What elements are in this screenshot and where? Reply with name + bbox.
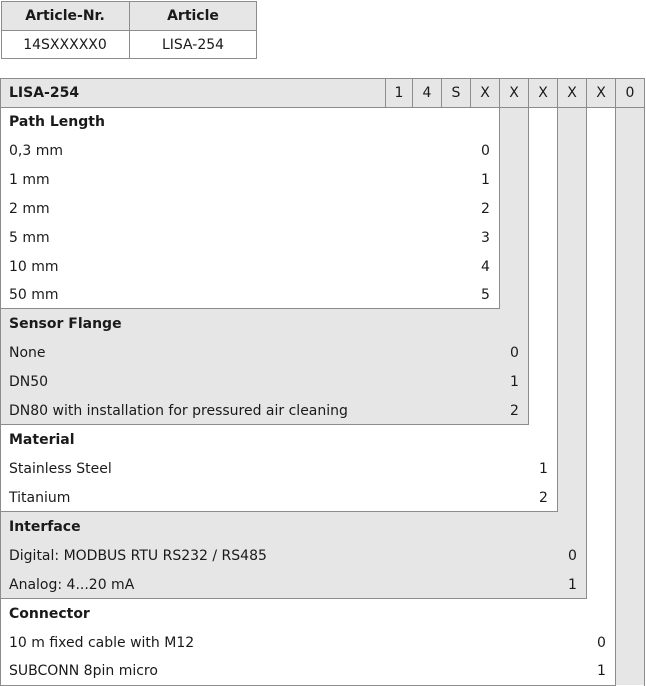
option-code: 2 — [539, 490, 548, 506]
code-digit-9: 0 — [625, 85, 635, 101]
section-title-path-length: Path Length — [9, 114, 105, 130]
code-digit-4: X — [480, 85, 490, 101]
code-digit-2: 4 — [422, 85, 432, 101]
code-digit-6: X — [538, 85, 548, 101]
option-label: DN50 — [9, 374, 49, 390]
article-header: Article — [167, 8, 219, 24]
option-code: 2 — [481, 201, 490, 217]
option-label: 0,3 mm — [9, 143, 63, 159]
option-code: 1 — [481, 172, 490, 188]
code-digit-5: X — [509, 85, 519, 101]
article-table — [1, 1, 257, 59]
option-code: 0 — [597, 635, 606, 651]
option-label: 10 m fixed cable with M12 — [9, 635, 195, 651]
code-table-title: LISA-254 — [9, 85, 80, 101]
option-label: 5 mm — [9, 230, 50, 246]
option-code: 1 — [597, 663, 606, 679]
article-nr-value: 14SXXXXX0 — [23, 37, 107, 53]
code-digit-7: X — [567, 85, 577, 101]
option-label: 1 mm — [9, 172, 50, 188]
option-code: 1 — [539, 461, 548, 477]
option-code: 2 — [510, 403, 519, 419]
option-code: 4 — [481, 259, 490, 275]
option-code: 0 — [568, 548, 577, 564]
option-code: 5 — [481, 287, 490, 303]
option-code: 0 — [510, 345, 519, 361]
section-title-sensor-flange: Sensor Flange — [9, 316, 122, 332]
code-digit-3: S — [451, 85, 461, 101]
option-label: SUBCONN 8pin micro — [9, 663, 158, 679]
option-label: Titanium — [9, 490, 71, 506]
option-code: 1 — [568, 577, 577, 593]
option-label: 50 mm — [9, 287, 59, 303]
option-label: 2 mm — [9, 201, 50, 217]
section-title-interface: Interface — [9, 519, 81, 535]
article-value: LISA-254 — [161, 37, 225, 53]
section-title-material: Material — [9, 432, 75, 448]
option-label: Stainless Steel — [9, 461, 112, 477]
option-code: 1 — [510, 374, 519, 390]
section-title-connector: Connector — [9, 606, 90, 622]
option-label: 10 mm — [9, 259, 59, 275]
option-label: DN80 with installation for pressured air cleaning — [9, 403, 348, 419]
code-digit-8: X — [596, 85, 606, 101]
option-label: Digital: MODBUS RTU RS232 / RS485 — [9, 548, 267, 564]
option-label: Analog: 4...20 mA — [9, 577, 135, 593]
article-nr-header: Article-Nr. — [25, 8, 105, 24]
code-digit-1: 1 — [394, 85, 404, 101]
option-code: 3 — [481, 230, 490, 246]
option-code: 0 — [481, 143, 490, 159]
option-label: None — [9, 345, 46, 361]
